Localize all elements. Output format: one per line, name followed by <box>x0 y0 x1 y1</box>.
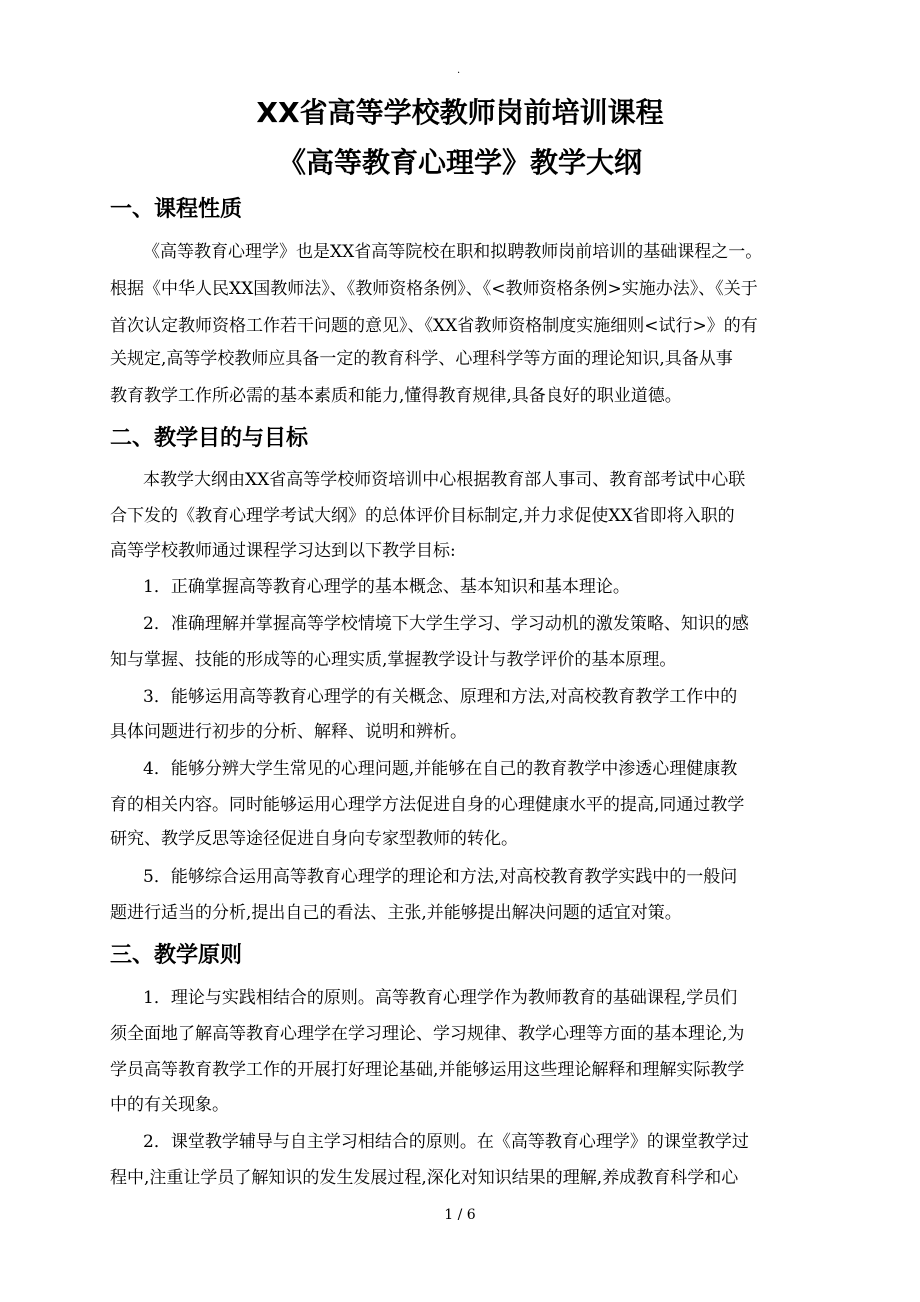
list-item-line: 1．正确掌握高等教育心理学的基本概念、基本知识和基本理论。 <box>143 577 630 597</box>
list-item-line: 4．能够分辨大学生常见的心理问题,并能够在自己的教育教学中渗透心理健康教 <box>143 759 738 779</box>
list-item-line: 3．能够运用高等教育心理学的有关概念、原理和方法,对高校教育教学工作中的 <box>143 687 738 707</box>
header-dot: . <box>457 65 461 76</box>
section-heading-teaching-principles: 三、教学原则 <box>110 943 243 968</box>
paragraph-line: 合下发的《教育心理学考试大纲》的总体评价目标制定,并力求促使XX省即将入职的 <box>110 506 735 526</box>
list-item-line: 知与掌握、技能的形成等的心理实质,掌握教学设计与教学评价的基本原理。 <box>110 650 677 670</box>
list-item-line: 1．理论与实践相结合的原则。高等教育心理学作为教师教育的基础课程,学员们 <box>143 988 738 1008</box>
list-item-line: 题进行适当的分析,提出自己的看法、主张,并能够提出解决问题的适宜对策。 <box>110 903 682 923</box>
list-item-line: 育的相关内容。同时能够运用心理学方法促进自身的心理健康水平的提高,同通过教学 <box>110 795 745 815</box>
paragraph-line: 本教学大纲由XX省高等学校师资培训中心根据教育部人事司、教育部考试中心联 <box>143 470 746 490</box>
section-heading-course-nature: 一、课程性质 <box>110 197 243 222</box>
page-number: 1 / 6 <box>444 1207 476 1223</box>
paragraph-line: 根据《中华人民XX国教师法》、《教师资格条例》、《<教师资格条例>实施办法》、《关于 <box>110 279 758 299</box>
list-item-line: 5．能够综合运用高等教育心理学的理论和方法,对高校教育教学实践中的一般问 <box>143 867 738 887</box>
paragraph-line: 关规定,高等学校教师应具备一定的教育科学、心理科学等方面的理论知识,具备从事 <box>110 349 733 369</box>
list-item-line: 程中,注重让学员了解知识的发生发展过程,深化对知识结果的理解,养成教育科学和心 <box>110 1168 739 1188</box>
paragraph-line: 教育教学工作所必需的基本素质和能力,懂得教育规律,具备良好的职业道德。 <box>110 386 682 406</box>
paragraph-line: 《高等教育心理学》也是XX省高等院校在职和拟聘教师岗前培训的基础课程之一。 <box>143 242 763 262</box>
document-title-line-2: 《高等教育心理学》教学大纲 <box>277 146 642 179</box>
list-item-line: 具体问题进行初步的分析、解释、说明和辨析。 <box>110 722 467 742</box>
section-heading-teaching-goals: 二、教学目的与目标 <box>110 426 309 451</box>
list-item-line: 2．课堂教学辅导与自主学习相结合的原则。在《高等教育心理学》的课堂教学过 <box>143 1132 749 1152</box>
list-item-line: 2．准确理解并掌握高等学校情境下大学生学习、学习动机的激发策略、知识的感 <box>143 614 749 634</box>
list-item-line: 须全面地了解高等教育心理学在学习理论、学习规律、教学心理等方面的基本理论,为 <box>110 1024 745 1044</box>
list-item-line: 研究、教学反思等途径促进自身向专家型教师的转化。 <box>110 829 518 849</box>
document-title-line-1: XX省高等学校教师岗前培训课程 <box>256 96 664 129</box>
paragraph-line: 高等学校教师通过课程学习达到以下教学目标: <box>110 541 456 561</box>
list-item-line: 中的有关现象。 <box>110 1095 229 1115</box>
paragraph-line: 首次认定教师资格工作若干问题的意见》、《XX省教师资格制度实施细则<试行>》的有 <box>110 316 758 336</box>
list-item-line: 学员高等教育教学工作的开展打好理论基础,并能够运用这些理论解释和理解实际教学 <box>110 1060 745 1080</box>
